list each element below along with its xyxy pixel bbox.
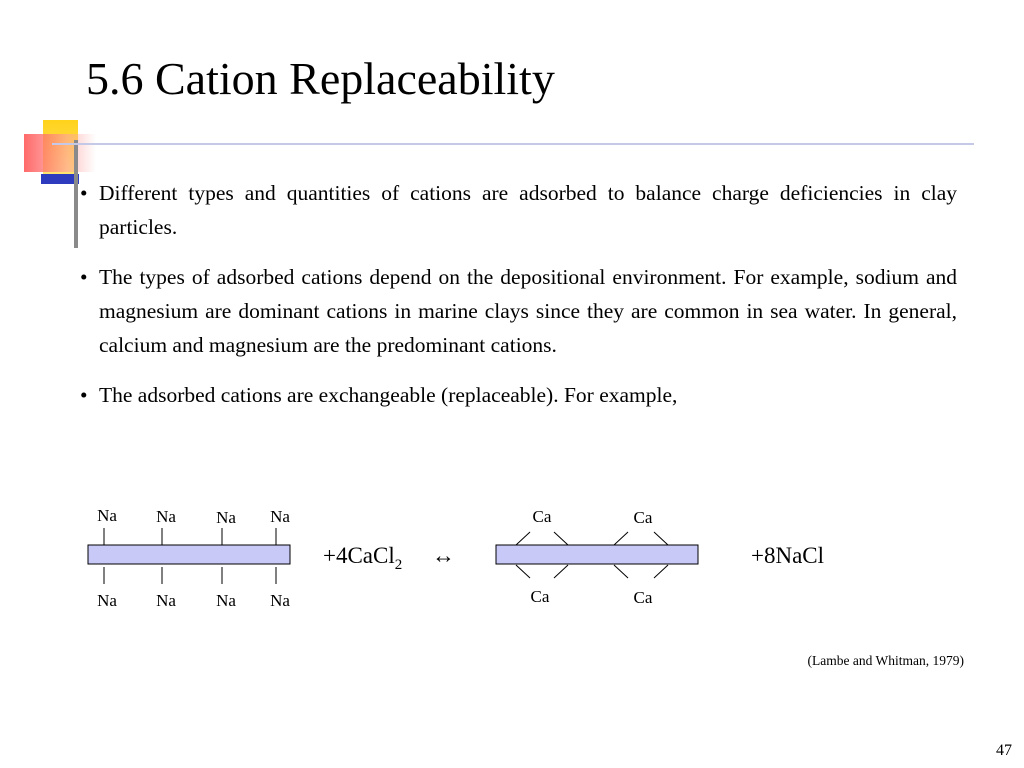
- right-bond-line: [614, 565, 628, 578]
- bullet-symbol: •: [80, 265, 88, 289]
- na-label-top: Na: [97, 506, 117, 525]
- right-particle-group: [496, 507, 698, 607]
- bullet-symbol: •: [80, 181, 88, 205]
- right-bond-line: [516, 532, 530, 545]
- ca-label-bottom: Ca: [633, 588, 653, 607]
- na-label-top: Na: [270, 507, 290, 526]
- na-label-top: Na: [156, 507, 176, 526]
- ca-label-top: Ca: [532, 507, 552, 526]
- bullet-symbol: •: [80, 383, 88, 407]
- right-bond-line: [654, 532, 668, 545]
- page-number: 47: [996, 742, 1012, 759]
- right-bond-line: [516, 565, 530, 578]
- na-label-bottom: Na: [216, 591, 236, 610]
- right-bond-line: [654, 565, 668, 578]
- reactant-prefix: +4CaCl: [323, 543, 395, 568]
- bullet-text: The types of adsorbed cations depend on the depositional environment. For example, sodium and magnesium are dominant cations in marine clays since they are common in sea water. In general, calcium and magnesium are the predominant cations.: [99, 265, 957, 357]
- right-clay-particle: [496, 545, 698, 564]
- reactant-subscript: 2: [394, 557, 403, 573]
- bullet-text: The adsorbed cations are exchangeable (replaceable). For example,: [99, 383, 678, 407]
- na-label-bottom: Na: [270, 591, 290, 610]
- ca-label-top: Ca: [633, 508, 653, 527]
- right-bond-line: [554, 532, 568, 545]
- na-label-top: Na: [216, 508, 236, 527]
- na-label-bottom: Na: [97, 591, 117, 610]
- bullet-text: Different types and quantities of cations are adsorbed to balance charge deficiencies in clay particles.: [99, 181, 957, 239]
- slide-title: 5.6 Cation Replaceability: [86, 53, 555, 104]
- reactant-formula: [323, 543, 402, 573]
- right-bond-line: [614, 532, 628, 545]
- equilibrium-arrow: ↔: [432, 543, 455, 568]
- product-formula: +8NaCl: [751, 543, 825, 568]
- citation: (Lambe and Whitman, 1979): [807, 653, 964, 668]
- ca-label-bottom: Ca: [530, 587, 550, 606]
- na-label-bottom: Na: [156, 591, 176, 610]
- left-particle-group: [88, 506, 290, 610]
- left-clay-particle: [88, 545, 290, 564]
- right-bond-line: [554, 565, 568, 578]
